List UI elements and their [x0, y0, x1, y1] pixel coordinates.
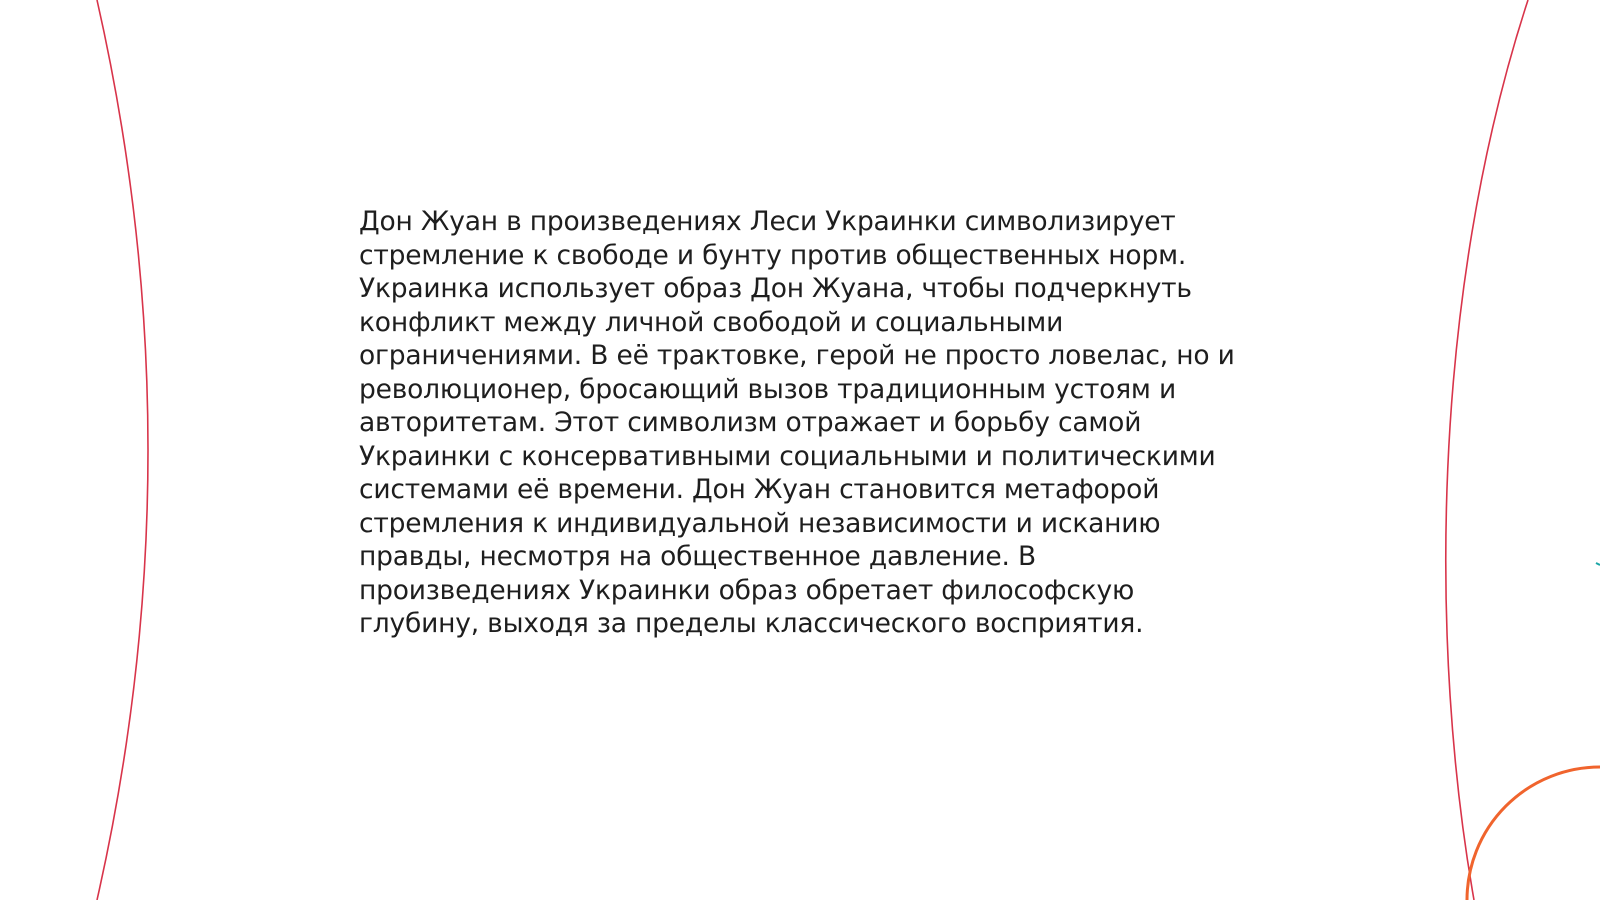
right-arc-line — [1446, 0, 1528, 900]
paragraph-line: стремления к индивидуальной независимости и исканию — [359, 507, 1161, 539]
paragraph-line: Украинка использует образ Дон Жуана, чтобы подчеркнуть — [359, 273, 1192, 304]
paragraph-line: Дон Жуан в произведениях Леси Украинки символизирует — [359, 206, 1176, 237]
left-arc-line — [97, 0, 148, 900]
paragraph-line: произведениях Украинки образ обретает философскую — [359, 574, 1135, 606]
paragraph-line: авторитетам. Этот символизм отражает и борьбу самой — [359, 407, 1142, 438]
paragraph-line: Украинки с консервативными социальными и политическими — [359, 440, 1216, 472]
accent-tick — [1596, 563, 1600, 565]
paragraph-line: стремление к свободе и бунту против общественных норм. — [359, 239, 1187, 271]
body-paragraph — [359, 205, 1239, 641]
paragraph-line: системами её времени. Дон Жуан становится метафорой — [359, 474, 1160, 505]
corner-circle — [1467, 767, 1600, 900]
paragraph-line: правды, несмотря на общественное давление. В — [359, 541, 1036, 572]
paragraph-line: конфликт между личной свободой и социальными — [359, 306, 1064, 338]
paragraph-line: революционер, бросающий вызов традиционным устоям и — [359, 373, 1176, 405]
paragraph-line: ограничениями. В её трактовке, герой не просто ловелас, но и — [359, 340, 1235, 371]
paragraph-line: глубину, выходя за пределы классического восприятия. — [359, 608, 1144, 639]
